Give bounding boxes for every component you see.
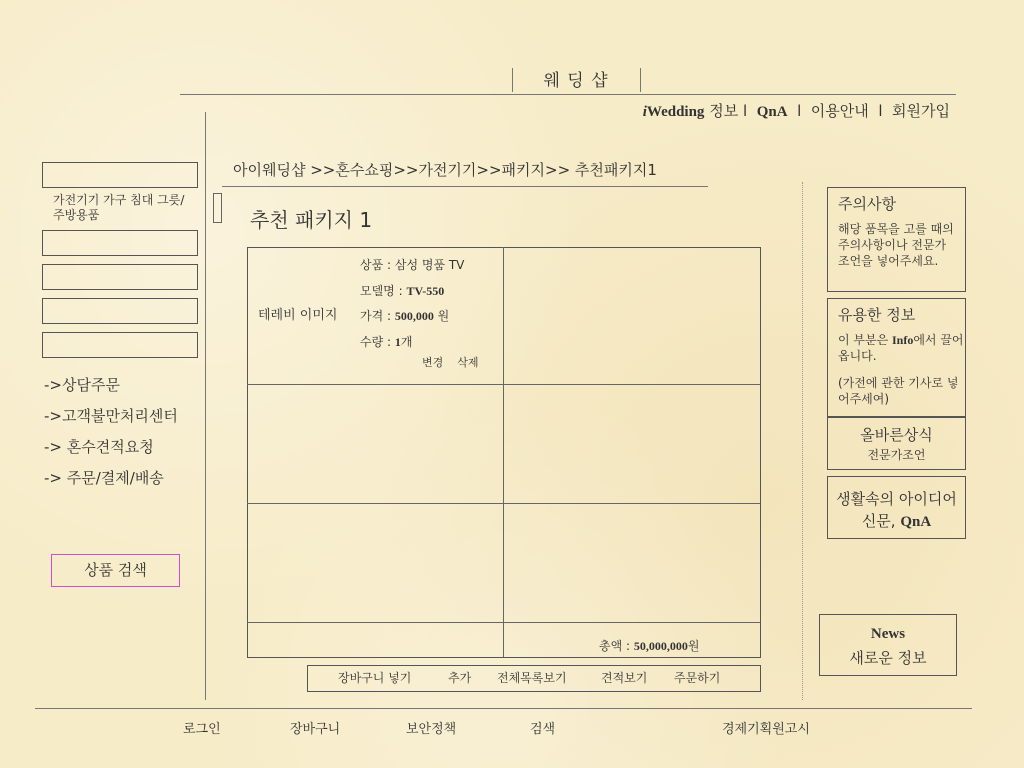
category-box-4[interactable] xyxy=(42,298,198,324)
notice-body: 해당 품목을 고를 때의 주의사항이나 전문가 조언을 넣어주세요. xyxy=(838,222,954,268)
header-title-right-bar xyxy=(640,68,641,92)
top-nav xyxy=(643,100,950,121)
footer-search[interactable]: 검색 xyxy=(530,722,556,737)
footer-notice[interactable]: 경제기획원고시 xyxy=(722,722,810,737)
useful-info-title: 유용한 정보 xyxy=(838,306,916,324)
tips-panel[interactable] xyxy=(827,416,966,470)
table-col-divider xyxy=(503,247,504,657)
useful-info-body: 이 부분은 Info에서 끌어옵니다. xyxy=(838,333,964,363)
product-image-placeholder: 테레비 이미지 xyxy=(258,308,338,323)
page-title: 추천 패키지 1 xyxy=(250,208,373,232)
table-row-divider xyxy=(247,384,760,385)
news-panel[interactable] xyxy=(819,614,957,676)
product-row-actions xyxy=(422,354,479,370)
action-bar xyxy=(307,665,761,692)
nav-separator: l xyxy=(742,102,748,120)
view-estimate-button[interactable]: 견적보기 xyxy=(601,671,648,685)
product-quantity: 수량 : 1개 xyxy=(360,334,413,349)
category-box-2[interactable] xyxy=(42,230,198,256)
useful-info-panel xyxy=(827,298,966,418)
useful-info-note: (가전에 관한 기사로 넣어주세여) xyxy=(838,376,959,406)
idea-title: 생활속의 아이디어 xyxy=(836,490,957,508)
change-button[interactable]: 변경 xyxy=(422,356,444,369)
header-title-left-bar xyxy=(512,68,513,92)
left-column-divider xyxy=(205,112,206,700)
breadcrumb: 아이웨딩샵 >>혼수쇼핑>>가전기기>>패키지>> 추천패키지1 xyxy=(233,161,657,179)
site-title: 웨 딩 샵 xyxy=(543,71,609,91)
add-to-cart-button[interactable]: 장바구니 넣기 xyxy=(338,671,412,685)
category-box-5[interactable] xyxy=(42,332,198,358)
notice-panel xyxy=(827,187,966,292)
nav-iwedding[interactable]: iWedding 정보 xyxy=(642,102,739,120)
total-amount: 총액 : 50,000,000원 xyxy=(599,639,700,653)
header-divider xyxy=(180,94,956,95)
tips-title: 올바른상식 xyxy=(860,426,933,444)
idea-panel[interactable] xyxy=(827,476,966,539)
news-title: News xyxy=(870,626,906,642)
news-subtitle: 새로운 정보 xyxy=(849,649,927,667)
view-all-button[interactable]: 전체목록보기 xyxy=(497,671,567,685)
nav-signup[interactable]: 회원가입 xyxy=(892,102,950,120)
nav-qna[interactable]: QnA xyxy=(756,104,788,120)
table-row-divider xyxy=(247,503,760,504)
tips-subtitle: 전문가조언 xyxy=(867,448,926,462)
product-price: 가격 : 500,000 원 xyxy=(360,309,450,323)
product-name: 상품 : 삼성 명품 TV xyxy=(360,258,465,272)
footer-security-policy[interactable]: 보안정책 xyxy=(406,722,457,737)
nav-separator: l xyxy=(878,102,883,120)
category-text[interactable]: 가전기기 가구 침대 그릇/주방용품 xyxy=(53,193,185,222)
product-search-button[interactable]: 상품 검색 xyxy=(51,554,180,587)
nav-guide[interactable]: 이용안내 xyxy=(810,102,869,120)
table-row-divider xyxy=(247,622,760,623)
link-order-payment[interactable]: -> 주문/결제/배송 xyxy=(44,469,164,487)
delete-button[interactable]: 삭제 xyxy=(457,356,479,369)
idea-subtitle: 신문, QnA xyxy=(861,512,932,530)
product-model: 모델명 : TV-550 xyxy=(360,283,445,298)
link-complaint-center[interactable]: ->고객불만처리센터 xyxy=(44,407,178,425)
product-details xyxy=(360,253,464,355)
footer-login[interactable]: 로그인 xyxy=(183,722,221,737)
link-estimate-request[interactable]: -> 혼수견적요청 xyxy=(44,438,154,456)
add-button[interactable]: 추가 xyxy=(448,671,472,685)
breadcrumb-underline xyxy=(222,186,708,187)
title-marker xyxy=(213,193,222,223)
footer-cart[interactable]: 장바구니 xyxy=(290,722,341,737)
notice-title: 주의사항 xyxy=(838,195,896,213)
right-column-divider xyxy=(802,182,803,700)
order-button[interactable]: 주문하기 xyxy=(674,671,721,685)
link-consult-order[interactable]: ->상담주문 xyxy=(44,376,120,394)
footer-divider xyxy=(35,708,972,709)
category-box-3[interactable] xyxy=(42,264,198,290)
category-box-1[interactable] xyxy=(42,162,198,188)
nav-separator: l xyxy=(797,102,802,120)
